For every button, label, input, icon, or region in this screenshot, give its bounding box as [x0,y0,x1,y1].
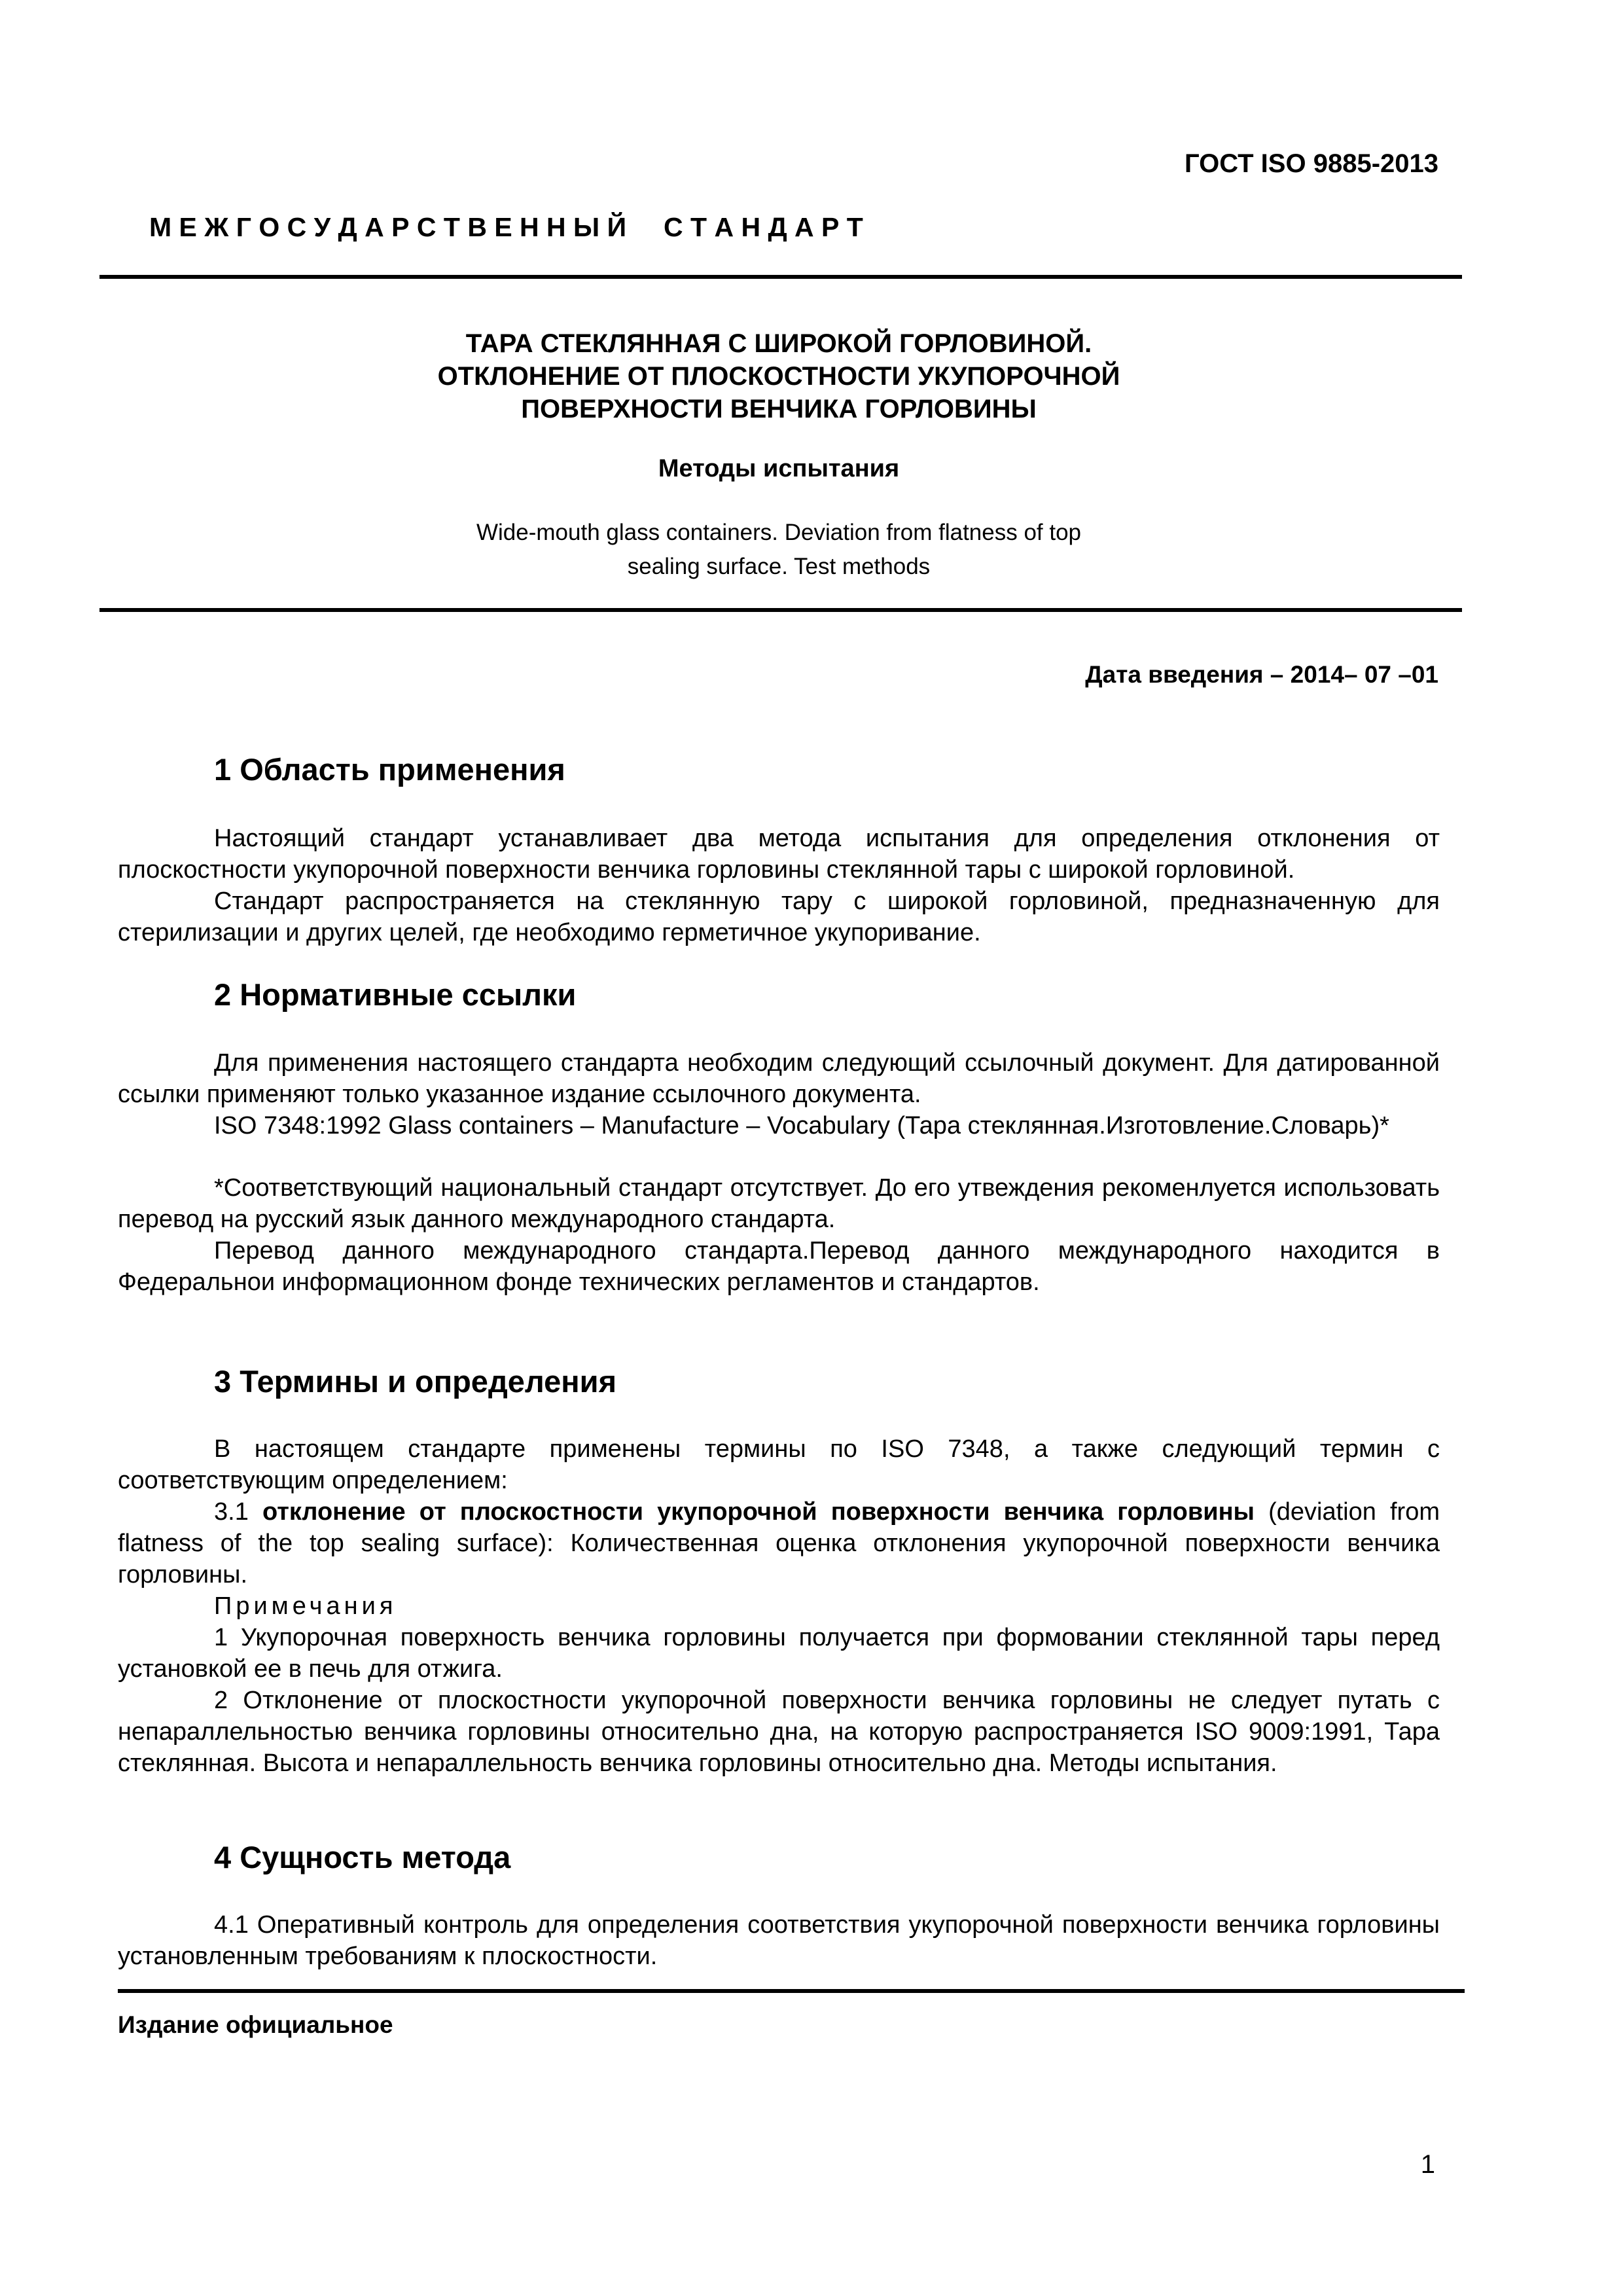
english-title-line-1: Wide-mouth glass containers. Deviation from flatness of top [476,520,1082,545]
english-title [98,516,1459,584]
standard-number: ГОСТ ISO 9885-2013 [1184,149,1438,178]
interstate-standard-label: М Е Ж Г О С У Д А Р С Т В Е Н Н Ы Й С Т А Н Д А Р Т [149,212,863,242]
document-title [98,327,1459,425]
section-3-body [118,1433,1440,1779]
section-2-heading: 2 Нормативные ссылки [214,977,577,1012]
section-2-paragraph: Перевод данного международного стандарта.Перевод данного международного находится в Федеральнои информационном фонде технических регламентов и стандартов. [118,1237,1440,1296]
term-definition [118,1496,1440,1590]
section-3-paragraph: В настоящем стандарте применены термины по ISO 7348, а также следующий термин с соответствующим определением: [118,1435,1440,1494]
section-1-paragraph: Настоящий стандарт устанавливает два метода испытания для определения отклонения от плоскостности укупорочной поверхности венчика горловины стеклянной тары с широкой горловиной. [118,825,1440,884]
title-line-3: ПОВЕРХНОСТИ ВЕНЧИКА ГОРЛОВИНЫ [521,395,1037,423]
section-1-body [118,823,1440,948]
note-2: 2 Отклонение от плоскостности укупорочной поверхности венчика горловины не следует путать с непараллельностью венчика горловины относительно дна, на которую распространяется ISO 9009:1991, Тара стеклянная. Высота и непараллельность венчика горловины относительно дна. Методы испытания. [118,1687,1440,1777]
footer-rule [118,1989,1465,1993]
english-title-line-2: sealing surface. Test methods [627,554,931,579]
official-edition-label: Издание официальное [118,2011,393,2038]
title-rule [99,608,1462,612]
section-4-heading: 4 Сущность метода [214,1840,511,1874]
section-1-paragraph: Стандарт распространяется на стеклянную тару с широкой горловиной, предназначенную для стерилизации и других целей, где необходимо герметичное укупоривание. [118,888,1440,946]
title-line-2: ОТКЛОНЕНИЕ ОТ ПЛОСКОСТНОСТИ УКУПОРОЧНОЙ [437,362,1120,391]
section-2-body [118,1047,1440,1298]
section-2-paragraph: Для применения настоящего стандарта необходим следующий ссылочный документ. Для датированной ссылки применяют только указанное издание ссылочного документа. [118,1049,1440,1108]
note-1: 1 Укупорочная поверхность венчика горловины получается при формовании стеклянной тары перед установкой ее в печь для отжига. [118,1624,1440,1683]
section-4-body [118,1909,1440,1972]
reference-iso-7348: ISO 7348:1992 Glass containers – Manufacture – Vocabulary (Тара стеклянная.Изготовление.Словарь)* [214,1112,1389,1139]
term-name: отклонение от плоскостности укупорочной поверхности венчика горловины [262,1498,1255,1526]
term-number: 3.1 [214,1498,249,1526]
section-4-paragraph: 4.1 Оперативный контроль для определения соответствия укупорочной поверхности венчика горловины установленным требованиям к плоскостности. [118,1911,1440,1970]
section-1-heading: 1 Область применения [214,752,565,787]
page-number: 1 [1420,2150,1435,2179]
section-3-heading: 3 Термины и определения [214,1364,616,1399]
header-rule [99,275,1462,279]
footnote-paragraph: *Соответствующий национальный стандарт отсутствует. До его утвеждения рекоменлуется использовать перевод на русский язык данного международного стандарта. [118,1174,1440,1233]
notes-heading: Примечания [214,1592,397,1620]
document-subtitle: Методы испытания [658,455,900,482]
term-description: (deviation from flatness of the top sealing surface): Количественная оценка отклонения укупорочной поверхности венчика горловины. [118,1498,1440,1588]
title-line-1: ТАРА СТЕКЛЯННАЯ С ШИРОКОЙ ГОРЛОВИНОЙ. [465,329,1092,358]
introduction-date: Дата введения – 2014– 07 –01 [1085,661,1438,688]
